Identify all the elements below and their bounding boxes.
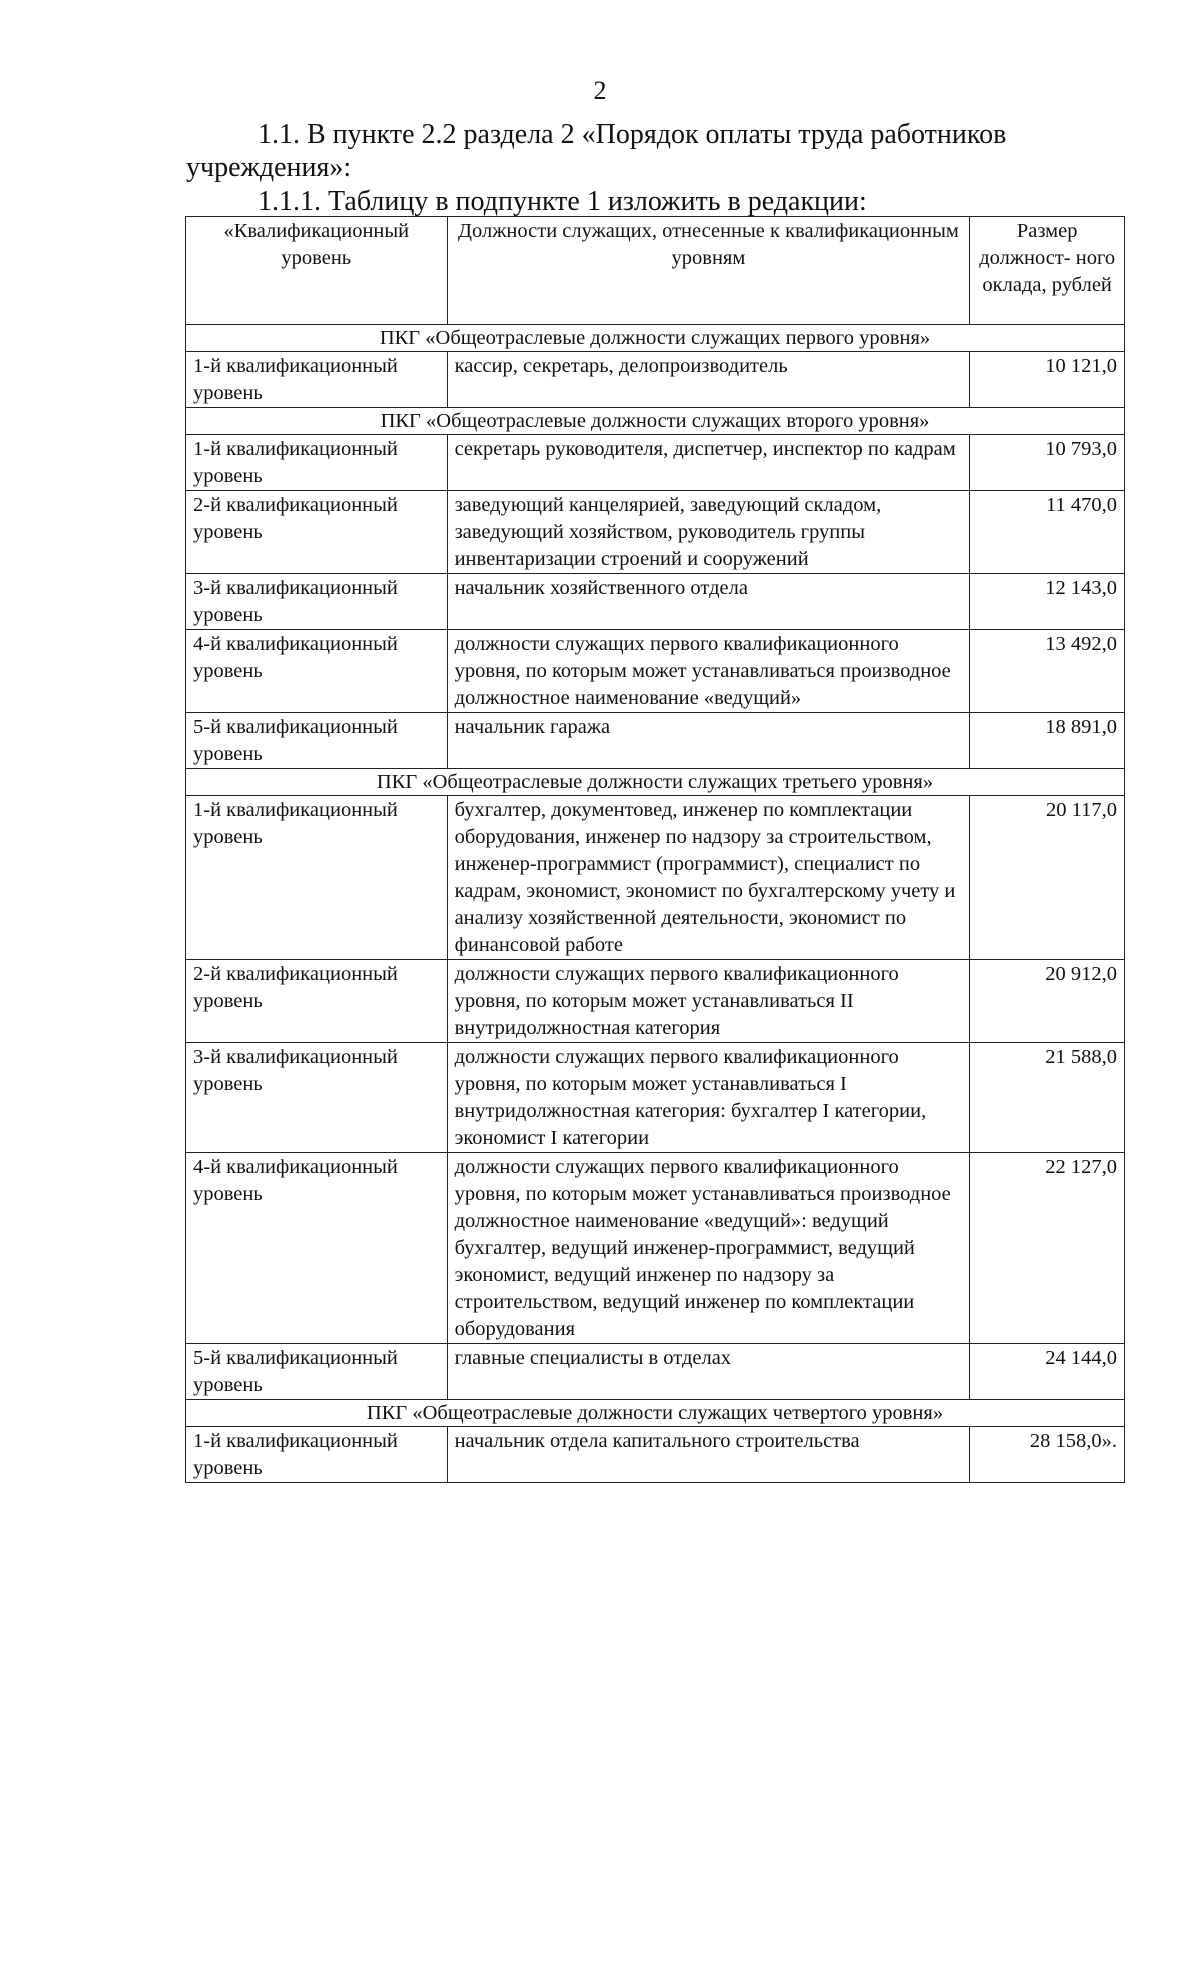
table-row: [186, 1344, 1125, 1400]
positions-cell: начальник отдела капитального строительства: [447, 1427, 970, 1483]
positions-cell: должности служащих первого квалификационного уровня, по которым может устанавливаться II внутридолжностная категория: [447, 960, 970, 1043]
positions-cell: должности служащих первого квалификационного уровня, по которым может устанавливаться производное должностное наименование «ведущий»: ведущий бухгалтер, ведущий инженер-программист, ведущий экономист, ведущий инженер по надзору за строительством, ведущий инженер по комплектации оборудования: [447, 1153, 970, 1344]
level-cell: 2-й квалификационный уровень: [186, 491, 448, 574]
header-positions: Должности служащих, отнесенные к квалификационным уровням: [447, 217, 970, 325]
salary-cell: 11 470,0: [970, 491, 1125, 574]
positions-cell: секретарь руководителя, диспетчер, инспектор по кадрам: [447, 435, 970, 491]
table-row: [186, 960, 1125, 1043]
salary-cell: 28 158,0».: [970, 1427, 1125, 1483]
positions-cell: главные специалисты в отделах: [447, 1344, 970, 1400]
positions-cell: начальник хозяйственного отдела: [447, 574, 970, 630]
level-cell: 4-й квалификационный уровень: [186, 630, 448, 713]
level-cell: 1-й квалификационный уровень: [186, 435, 448, 491]
paragraph-table-intro: 1.1.1. Таблицу в подпункте 1 изложить в редакции:: [258, 186, 867, 217]
positions-cell: должности служащих первого квалификационного уровня, по которым может устанавливаться I внутридолжностная категория: бухгалтер I категории, экономист I категории: [447, 1043, 970, 1153]
positions-cell: кассир, секретарь, делопроизводитель: [447, 352, 970, 408]
group-row: [186, 408, 1125, 435]
table-row: [186, 435, 1125, 491]
level-cell: 2-й квалификационный уровень: [186, 960, 448, 1043]
header-level: «Квалификационный уровень: [186, 217, 448, 325]
salary-cell: 12 143,0: [970, 574, 1125, 630]
level-cell: 3-й квалификационный уровень: [186, 1043, 448, 1153]
salary-cell: 21 588,0: [970, 1043, 1125, 1153]
group-row: [186, 325, 1125, 352]
positions-cell: начальник гаража: [447, 713, 970, 769]
salary-cell: 20 117,0: [970, 796, 1125, 960]
salary-cell: 22 127,0: [970, 1153, 1125, 1344]
level-cell: 5-й квалификационный уровень: [186, 1344, 448, 1400]
group-title: ПКГ «Общеотраслевые должности служащих четвертого уровня»: [186, 1400, 1125, 1427]
level-cell: 1-й квалификационный уровень: [186, 1427, 448, 1483]
group-row: [186, 769, 1125, 796]
group-row: [186, 1400, 1125, 1427]
table-row: [186, 352, 1125, 408]
table-row: [186, 713, 1125, 769]
group-title: ПКГ «Общеотраслевые должности служащих первого уровня»: [186, 325, 1125, 352]
positions-cell: должности служащих первого квалификационного уровня, по которым может устанавливаться производное должностное наименование «ведущий»: [447, 630, 970, 713]
level-cell: 3-й квалификационный уровень: [186, 574, 448, 630]
positions-cell: заведующий канцелярией, заведующий складом, заведующий хозяйством, руководитель группы инвентаризации строений и сооружений: [447, 491, 970, 574]
paragraph-amendment-intro: 1.1. В пункте 2.2 раздела 2 «Порядок оплаты труда работников учреждения»:: [186, 119, 1007, 183]
table-row: [186, 491, 1125, 574]
salary-cell: 20 912,0: [970, 960, 1125, 1043]
group-title: ПКГ «Общеотраслевые должности служащих второго уровня»: [186, 408, 1125, 435]
table-row: [186, 574, 1125, 630]
salary-table: [185, 216, 1125, 1483]
salary-cell: 10 121,0: [970, 352, 1125, 408]
level-cell: 1-й квалификационный уровень: [186, 796, 448, 960]
level-cell: 4-й квалификационный уровень: [186, 1153, 448, 1344]
group-title: ПКГ «Общеотраслевые должности служащих третьего уровня»: [186, 769, 1125, 796]
salary-cell: 13 492,0: [970, 630, 1125, 713]
level-cell: 1-й квалификационный уровень: [186, 352, 448, 408]
table-row: [186, 630, 1125, 713]
level-cell: 5-й квалификационный уровень: [186, 713, 448, 769]
table-row: [186, 1153, 1125, 1344]
salary-cell: 24 144,0: [970, 1344, 1125, 1400]
table-header-row: [186, 217, 1125, 325]
page-number: 2: [593, 76, 607, 105]
table-row: [186, 796, 1125, 960]
table-row: [186, 1043, 1125, 1153]
header-salary: Размер должност- ного оклада, рублей: [970, 217, 1125, 325]
table-row: [186, 1427, 1125, 1483]
salary-cell: 18 891,0: [970, 713, 1125, 769]
salary-cell: 10 793,0: [970, 435, 1125, 491]
positions-cell: бухгалтер, документовед, инженер по комплектации оборудования, инженер по надзору за строительством, инженер-программист (программист), специалист по кадрам, экономист, экономист по бухгалтерскому учету и анализу хозяйственной деятельности, экономист по финансовой работе: [447, 796, 970, 960]
